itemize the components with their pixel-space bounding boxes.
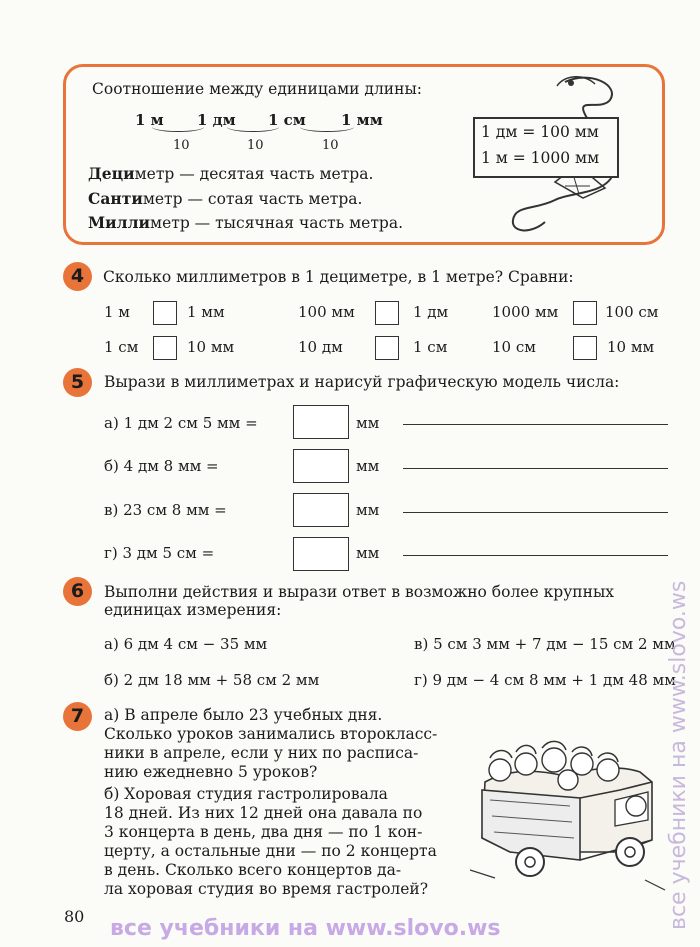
model-line[interactable] — [403, 512, 668, 513]
task-number-5: 5 — [63, 368, 92, 397]
task-number-6: 6 — [63, 577, 92, 606]
task4-text: Сколько миллиметров в 1 дециметре, в 1 метре? Сравни: — [103, 268, 574, 286]
task5-item-a: а) 1 дм 2 см 5 мм = — [104, 414, 258, 432]
task7-part-b — [104, 785, 458, 899]
answer-box[interactable] — [293, 537, 349, 571]
compare-right: 1 см — [413, 338, 448, 356]
compare-left: 10 см — [492, 338, 536, 356]
scale-arc — [152, 122, 204, 132]
watermark-side — [666, 20, 700, 930]
conversion-frame — [473, 117, 619, 178]
task5-item-v: в) 23 см 8 мм = — [104, 501, 227, 519]
unit-label: мм — [356, 457, 380, 475]
task6-text-2: единицах измерения: — [104, 601, 282, 619]
unit-label: мм — [356, 544, 380, 562]
task5-item-g: г) 3 дм 5 см = — [104, 544, 215, 562]
conversion-dm: 1 дм = 100 мм — [481, 123, 599, 141]
task-number-7: 7 — [63, 702, 92, 731]
ratio-label: 10 — [173, 138, 190, 153]
watermark-side-text: все учебники на www.slovo.ws — [666, 580, 691, 930]
text-line: Сколько уроков занимались второкласс- — [104, 725, 438, 743]
page-number: 80 — [64, 907, 85, 926]
task-number-4: 4 — [63, 262, 92, 291]
definition-decimeter: Дециметр — десятая часть метра. — [88, 164, 374, 183]
conversion-m: 1 м = 1000 мм — [481, 149, 600, 167]
compare-box[interactable] — [375, 301, 399, 325]
answer-box[interactable] — [293, 449, 349, 483]
text-line: ники в апреле, если у них по расписа- — [104, 744, 419, 762]
text-line: в день. Сколько всего концертов да- — [104, 861, 402, 879]
scale-arc — [227, 122, 279, 132]
text-line: нию ежедневно 5 уроков? — [104, 763, 318, 781]
compare-left: 1000 мм — [492, 303, 559, 321]
unit-label: мм — [356, 501, 380, 519]
compare-box[interactable] — [153, 301, 177, 325]
compare-right: 100 см — [605, 303, 659, 321]
compare-right: 10 мм — [607, 338, 655, 356]
answer-box[interactable] — [293, 493, 349, 527]
unit-m: 1 м — [135, 111, 164, 129]
text-line: церту, а остальные дни — по 2 концерта — [104, 842, 437, 860]
task7-part-a — [104, 706, 458, 782]
compare-box[interactable] — [375, 336, 399, 360]
compare-right: 1 дм — [413, 303, 449, 321]
unit-cm: 1 см — [268, 111, 306, 129]
definition-millimeter: Миллиметр — тысячная часть метра. — [88, 213, 403, 232]
text-line: 3 концерта в день, два дня — по 1 кон- — [104, 823, 423, 841]
definition-centimeter: Сантиметр — сотая часть метра. — [88, 189, 363, 208]
ratio-label: 10 — [247, 138, 264, 153]
compare-left: 1 см — [104, 338, 139, 356]
compare-left: 10 дм — [298, 338, 343, 356]
model-line[interactable] — [403, 424, 668, 425]
watermark-bottom: все учебники на www.slovo.ws — [110, 916, 501, 941]
unit-label: мм — [356, 414, 380, 432]
text-line: ла хоровая студия во время гастролей? — [104, 880, 429, 898]
compare-box[interactable] — [573, 301, 597, 325]
task5-text: Вырази в миллиметрах и нарисуй графическую модель числа: — [104, 373, 620, 391]
task6-a: а) 6 дм 4 см − 35 мм — [104, 635, 268, 653]
text-line: б) Хоровая студия гастролировала — [104, 785, 388, 803]
compare-left: 1 м — [104, 303, 130, 321]
answer-box[interactable] — [293, 405, 349, 439]
scale-arc — [300, 122, 354, 132]
model-line[interactable] — [403, 555, 668, 556]
compare-box[interactable] — [573, 336, 597, 360]
unit-dm: 1 дм — [197, 111, 236, 129]
compare-box[interactable] — [153, 336, 177, 360]
ratio-label: 10 — [322, 138, 339, 153]
truck-illustration — [470, 720, 670, 895]
task6-v: в) 5 см 3 мм + 7 дм − 15 см 2 мм — [414, 635, 676, 653]
task6-text-1: Выполни действия и вырази ответ в возможно более крупных — [104, 583, 615, 601]
compare-right: 1 мм — [187, 303, 225, 321]
task5-item-b: б) 4 дм 8 мм = — [104, 457, 219, 475]
text-line: а) В апреле было 23 учебных дня. — [104, 706, 383, 724]
task6-g: г) 9 дм − 4 см 8 мм + 1 дм 48 мм — [414, 671, 676, 689]
compare-right: 10 мм — [187, 338, 235, 356]
rule-title: Соотношение между единицами длины: — [92, 80, 423, 98]
text-line: 18 дней. Из них 12 дней она давала по — [104, 804, 423, 822]
model-line[interactable] — [403, 468, 668, 469]
unit-mm: 1 мм — [341, 111, 383, 129]
task6-b: б) 2 дм 18 мм + 58 см 2 мм — [104, 671, 320, 689]
compare-left: 100 мм — [298, 303, 355, 321]
